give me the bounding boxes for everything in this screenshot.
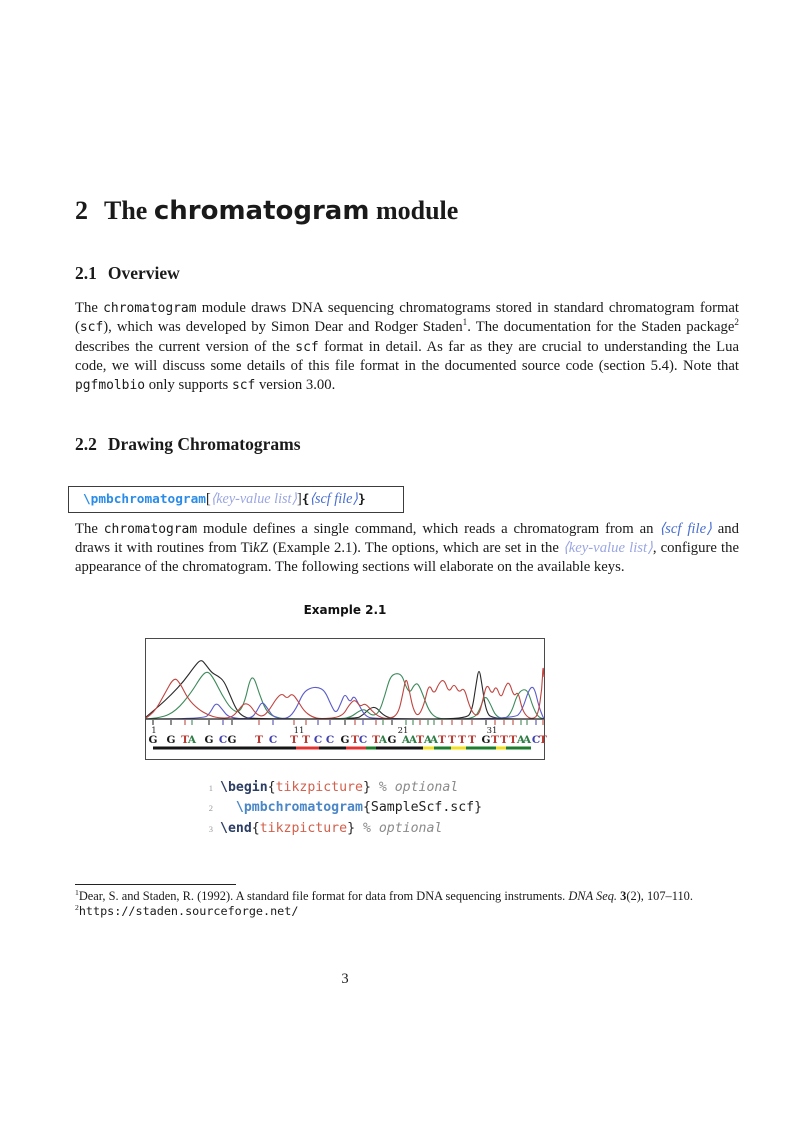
text-segment: scf: [79, 320, 104, 336]
base-letter: A: [408, 734, 418, 746]
text-segment: ⟨scf file⟩: [309, 491, 358, 507]
code-token: \end: [220, 820, 252, 836]
code-token: tikzpicture: [275, 780, 363, 795]
code-listing: [204, 778, 482, 839]
base-letter: G: [387, 734, 397, 746]
subsection-drawing-number: 2.2: [75, 434, 97, 454]
quality-bar-segment: [496, 747, 506, 750]
code-token: % optional: [378, 780, 459, 795]
base-letter: T: [255, 734, 263, 746]
text-segment: 1: [75, 887, 79, 897]
base-letter: T: [290, 734, 298, 746]
subsection-overview-title: Overview: [107, 263, 180, 283]
text-segment: }: [357, 492, 366, 507]
page-number: 3: [341, 971, 349, 987]
text-segment: Dear, S. and Staden, R. (1992). A standard file format for data from DNA sequencing instruments.: [78, 889, 569, 903]
base-letter: G: [227, 734, 237, 746]
base-letter: T: [351, 734, 359, 746]
quality-bar-segment: [319, 747, 346, 750]
section-title: [104, 196, 458, 225]
base-letter: C: [313, 734, 323, 746]
section-number: 2: [75, 196, 88, 225]
footnote-1: [75, 889, 739, 904]
text-segment: Z (Example 2.1). The options, which are set in the: [259, 540, 563, 557]
text-segment: module defines a single command, which reads a chromatogram from an: [197, 521, 660, 537]
axis-tick-label: 11: [293, 726, 305, 736]
code-token: \pmbchromatogram: [235, 800, 363, 816]
text-segment: \pmbchromatogram: [83, 492, 206, 507]
code-token: [371, 780, 379, 795]
code-token: [355, 821, 363, 836]
base-letter: G: [148, 734, 158, 746]
subsection-drawing-heading: [75, 434, 301, 455]
quality-bar-segment: [376, 747, 423, 750]
base-letter: T: [448, 734, 456, 746]
quality-bar-segment: [451, 747, 466, 750]
text-segment: The: [75, 521, 104, 537]
base-letter: A: [429, 734, 439, 746]
code-line: [204, 778, 482, 798]
base-letter: C: [531, 734, 541, 746]
text-segment: 1: [462, 317, 468, 328]
text-segment: chromatogram: [103, 522, 198, 537]
text-segment: ⟨scf file⟩: [659, 521, 712, 537]
code-token: {: [267, 780, 276, 795]
drawing-paragraph: [75, 520, 739, 576]
axis-tick-label: 21: [397, 726, 409, 736]
chromatogram-figure: [145, 638, 545, 760]
base-letter: T: [500, 734, 508, 746]
code-line-number: 3: [208, 823, 213, 834]
chromatogram-plot: [146, 639, 547, 759]
text-segment: , configure the appearance of the chromatogram. The following sections will elaborate on the available keys.: [75, 540, 739, 575]
text-segment: only supports: [145, 376, 232, 393]
base-letter: G: [481, 734, 491, 746]
base-letter: T: [181, 734, 189, 746]
text-segment: {: [301, 492, 310, 507]
base-letter: T: [509, 734, 517, 746]
quality-bar-segment: [506, 747, 531, 750]
text-segment: chromatogram: [103, 301, 197, 316]
example-label: Example 2.1: [303, 603, 387, 617]
footnotes: [75, 889, 739, 920]
text-segment: (2), 107–110.: [626, 889, 693, 903]
subsection-overview-heading: [75, 263, 180, 284]
quality-bar-segment: [466, 747, 496, 750]
G-trace: [146, 661, 544, 719]
text-segment: version 3.00.: [255, 376, 336, 393]
quality-bar-segment: [434, 747, 451, 750]
base-letter: T: [372, 734, 380, 746]
base-letter: T: [302, 734, 310, 746]
base-letter: A: [378, 734, 388, 746]
base-letter: C: [218, 734, 228, 746]
text-segment: scf: [295, 339, 319, 355]
base-letter: A: [522, 734, 532, 746]
text-segment: The: [104, 196, 154, 225]
footnote-2: [75, 904, 739, 919]
axis-tick-label: 31: [486, 726, 498, 736]
base-letter: A: [187, 734, 197, 746]
base-letter: A: [516, 734, 526, 746]
quality-bar-segment: [423, 747, 434, 750]
base-letter: C: [358, 734, 368, 746]
base-letter: A: [423, 734, 433, 746]
base-letter: C: [325, 734, 335, 746]
base-letter: G: [166, 734, 176, 746]
code-line-number: 2: [208, 803, 213, 814]
text-segment: 2: [734, 317, 739, 328]
text-segment: scf: [231, 377, 256, 393]
subsection-drawing-title: Drawing Chromatograms: [107, 434, 301, 454]
axis-tick-label: 1: [151, 726, 157, 736]
text-segment: ⟨key-value list⟩: [210, 491, 298, 507]
command-syntax-box: [68, 486, 404, 513]
quality-bar-segment: [153, 747, 296, 750]
text-segment: ]: [297, 491, 302, 507]
footnote-rule: [75, 884, 236, 885]
code-line: [204, 819, 482, 839]
code-token: {: [251, 820, 260, 836]
quality-bar-segment: [366, 747, 376, 750]
text-segment: ⟨key-value list⟩: [563, 540, 653, 557]
text-segment: module draws DNA sequencing chromatograms stored in standard chromatogram format (: [75, 300, 739, 336]
base-letter: T: [539, 734, 547, 746]
text-segment: https://staden.sourceforge.net/: [78, 904, 299, 919]
text-segment: chromatogram: [153, 196, 370, 226]
base-letter: T: [491, 734, 499, 746]
base-letter: T: [438, 734, 446, 746]
code-token: \begin: [220, 780, 268, 795]
base-letter: G: [204, 734, 214, 746]
text-segment: 2: [75, 903, 79, 913]
code-token: }: [347, 820, 356, 836]
base-letter: A: [401, 734, 411, 746]
text-segment: [: [205, 491, 211, 507]
code-line-number: 1: [208, 783, 213, 793]
text-segment: describes the current version of the: [75, 338, 296, 355]
overview-paragraph: [75, 299, 739, 395]
text-segment: ), which was developed by Simon Dear and Rodger Staden: [103, 319, 463, 336]
base-letter: G: [340, 734, 350, 746]
code-token: % optional: [362, 820, 443, 836]
section-heading: [75, 196, 458, 226]
code-token: }: [362, 780, 371, 795]
text-segment: 3: [620, 889, 627, 903]
text-segment: DNA Seq.: [568, 889, 618, 903]
code-token: tikzpicture: [259, 820, 348, 836]
code-token: [220, 800, 236, 815]
text-segment: . The documentation for the Staden package: [467, 319, 735, 336]
text-segment: The: [75, 300, 104, 316]
T-trace: [146, 668, 544, 718]
subsection-overview-number: 2.1: [75, 263, 97, 283]
base-letter: T: [416, 734, 424, 746]
base-letter: T: [468, 734, 476, 746]
quality-bar-segment: [346, 747, 366, 750]
text-segment: module: [369, 196, 459, 225]
command-syntax: [83, 491, 366, 508]
base-letter: C: [268, 734, 278, 746]
text-segment: k: [253, 540, 260, 557]
code-token: {SampleScf.scf}: [362, 800, 483, 816]
base-letter: T: [458, 734, 466, 746]
text-segment: and draws it with routines from Ti: [75, 521, 739, 557]
text-segment: format in detail. As far as they are crucial to understanding the Lua code, we will discuss some details of this file format in the documented source code (section 5.4). Note that: [75, 338, 739, 375]
code-line: [204, 798, 482, 818]
quality-bar-segment: [296, 747, 319, 750]
text-segment: pgfmolbio: [75, 377, 146, 393]
